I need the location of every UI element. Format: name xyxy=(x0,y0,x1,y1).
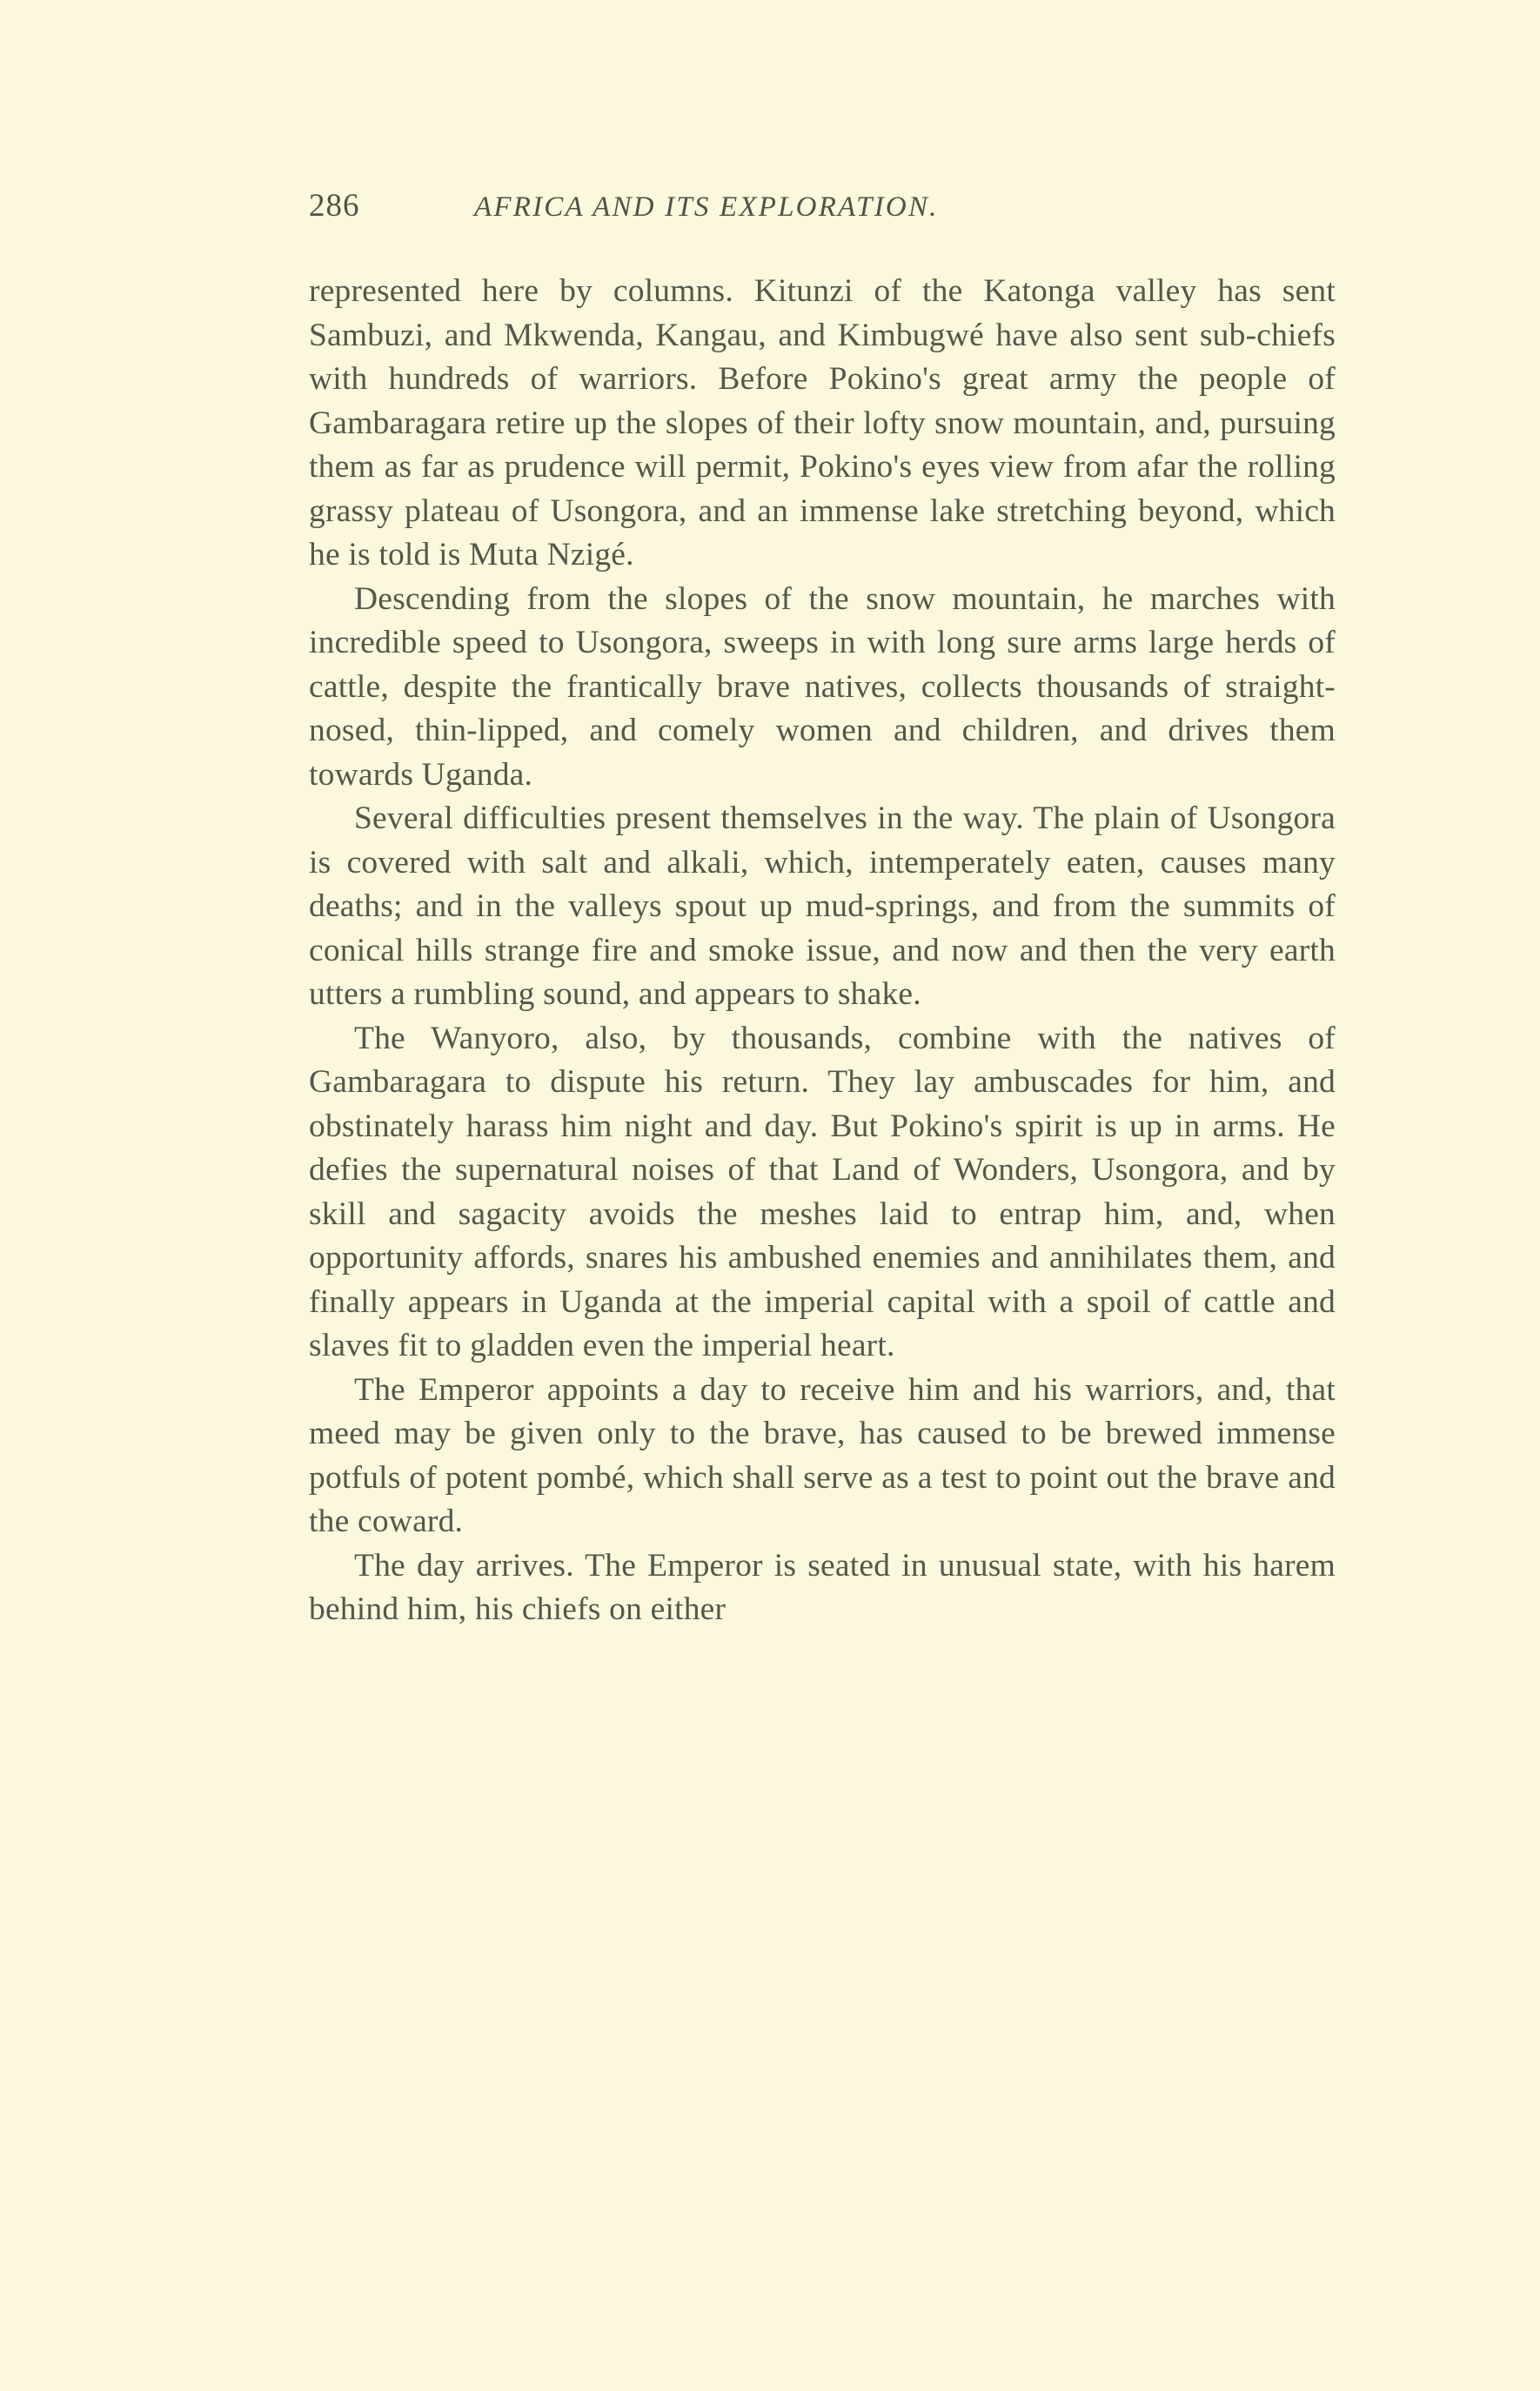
paragraph: Descending from the slopes of the snow mountain, he marches with incredible speed to Usongora, sweeps in with long sure arms large herds of cattle, despite the frantically brave natives, collects thousands of straight-nosed, thin-lipped, and comely women and children, and drives them towards Uganda. xyxy=(309,580,1336,793)
paragraph: The day arrives. The Emperor is seated in unusual state, with his harem behind him, his chiefs on either xyxy=(309,1547,1336,1627)
paragraph: The Emperor appoints a day to receive him and his warriors, and, that meed may be given only to the brave, has caused to be brewed immense potfuls of potent pombé, which shall serve as a test to point out the brave and the coward. xyxy=(309,1371,1336,1539)
paragraph: represented here by columns. Kitunzi of the Katonga valley has sent Sambuzi, and Mkwenda, Kangau, and Kimbugwé have also sent sub-chiefs with hundreds of warriors. Before Pokino's great army the people of Gambaragara retire up the slopes of their lofty snow mountain, and, pursuing them as far as prudence will permit, Pokino's eyes view from afar the rolling grassy plateau of Usongora, and an immense lake stretching beyond, which he is told is Muta Nzigé. xyxy=(309,273,1336,573)
body-text xyxy=(309,270,1336,1632)
page-number: 286 xyxy=(309,188,360,224)
page-content-block xyxy=(309,187,1336,1632)
paragraph: The Wanyoro, also, by thousands, combine with the natives of Gambaragara to dispute his return. They lay ambuscades for him, and obstinately harass him night and day. But Pokino's spirit is up in arms. He defies the supernatural noises of that Land of Wonders, Usongora, and by skill and sagacity avoids the meshes laid to entrap him, and, when opportunity affords, snares his ambushed enemies and annihilates them, and finally appears in Uganda at the imperial capital with a spoil of cattle and slaves fit to gladden even the imperial heart. xyxy=(309,1020,1336,1363)
page-header xyxy=(309,187,1336,224)
paragraph: Several difficulties present themselves in the way. The plain of Usongora is covered with salt and alkali, which, intemperately eaten, causes many deaths; and in the valleys spout up mud-springs, and from the summits of conical hills strange fire and smoke issue, and now and then the very earth utters a rumbling sound, and appears to shake. xyxy=(309,800,1336,1012)
running-head: AFRICA AND ITS EXPLORATION. xyxy=(474,191,939,223)
